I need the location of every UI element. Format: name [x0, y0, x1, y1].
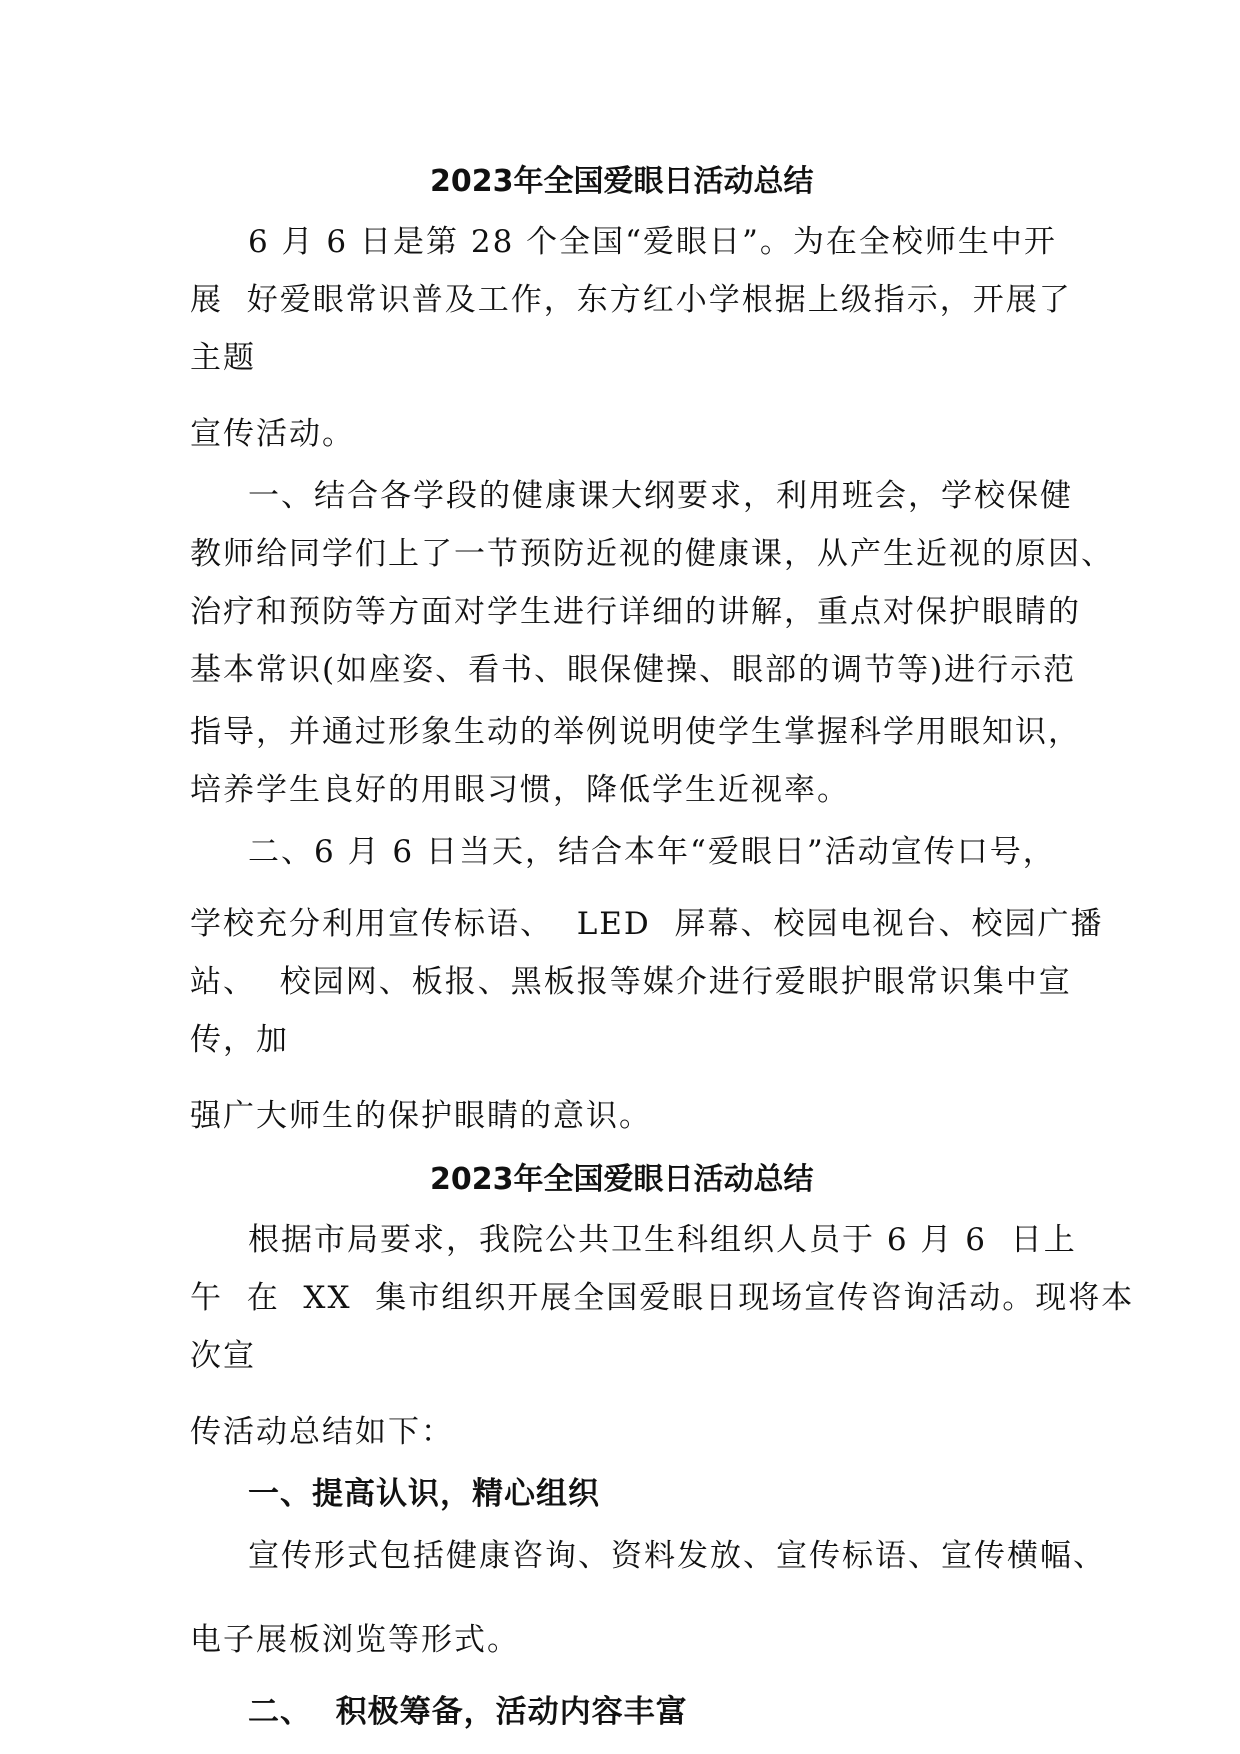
paragraph-line: 主题 — [190, 340, 256, 376]
paragraph-line: 宣传活动。 — [190, 416, 355, 452]
section-heading: 二、 积极筹备，活动内容丰富 — [248, 1694, 688, 1730]
paragraph-line: 传活动总结如下： — [190, 1414, 454, 1450]
paragraph-line: 6 月 6 日是第 28 个全国“爱眼日”。为在全校师生中开 — [248, 224, 1057, 260]
section-heading: 一、提高认识，精心组织 — [248, 1476, 600, 1512]
paragraph-line: 指导，并通过形象生动的举例说明使学生掌握科学用眼知识， — [190, 714, 1081, 750]
paragraph-line: 展 好爱眼常识普及工作，东方红小学根据上级指示，开展了 — [190, 282, 1072, 318]
paragraph-line: 强广大师生的保护眼睛的意识。 — [190, 1098, 652, 1134]
paragraph-line: 治疗和预防等方面对学生进行详细的讲解，重点对保护眼睛的 — [190, 594, 1081, 630]
paragraph-line: 一、结合各学段的健康课大纲要求，利用班会，学校保健 — [248, 478, 1073, 514]
paragraph-line: 宣传形式包括健康咨询、资料发放、宣传标语、宣传横幅、 — [248, 1538, 1106, 1574]
paragraph-line: 培养学生良好的用眼习惯，降低学生近视率。 — [190, 772, 850, 808]
paragraph-line: 基本常识(如座姿、看书、眼保健操、眼部的调节等)进行示范 — [190, 652, 1077, 688]
paragraph-line: 教师给同学们上了一节预防近视的健康课，从产生近视的原因、 — [190, 536, 1114, 572]
paragraph-line: 次宣 — [190, 1338, 256, 1374]
document-title: 2023年全国爱眼日活动总结 — [430, 1162, 814, 1197]
paragraph-line: 电子展板浏览等形式。 — [190, 1622, 520, 1658]
paragraph-line: 传，加 — [190, 1022, 289, 1058]
paragraph-line: 学校充分利用宣传标语、 LED 屏幕、校园电视台、校园广播 — [190, 906, 1104, 942]
paragraph-line: 二、6 月 6 日当天，结合本年“爱眼日”活动宣传口号， — [248, 834, 1056, 870]
paragraph-line: 午 在 XX 集市组织开展全国爱眼日现场宣传咨询活动。现将本 — [190, 1280, 1135, 1316]
document-title: 2023年全国爱眼日活动总结 — [430, 164, 814, 199]
paragraph-line: 根据市局要求，我院公共卫生科组织人员于 6 月 6 日上 — [248, 1222, 1077, 1258]
paragraph-line: 站、 校园网、板报、黑板报等媒介进行爱眼护眼常识集中宣 — [190, 964, 1072, 1000]
